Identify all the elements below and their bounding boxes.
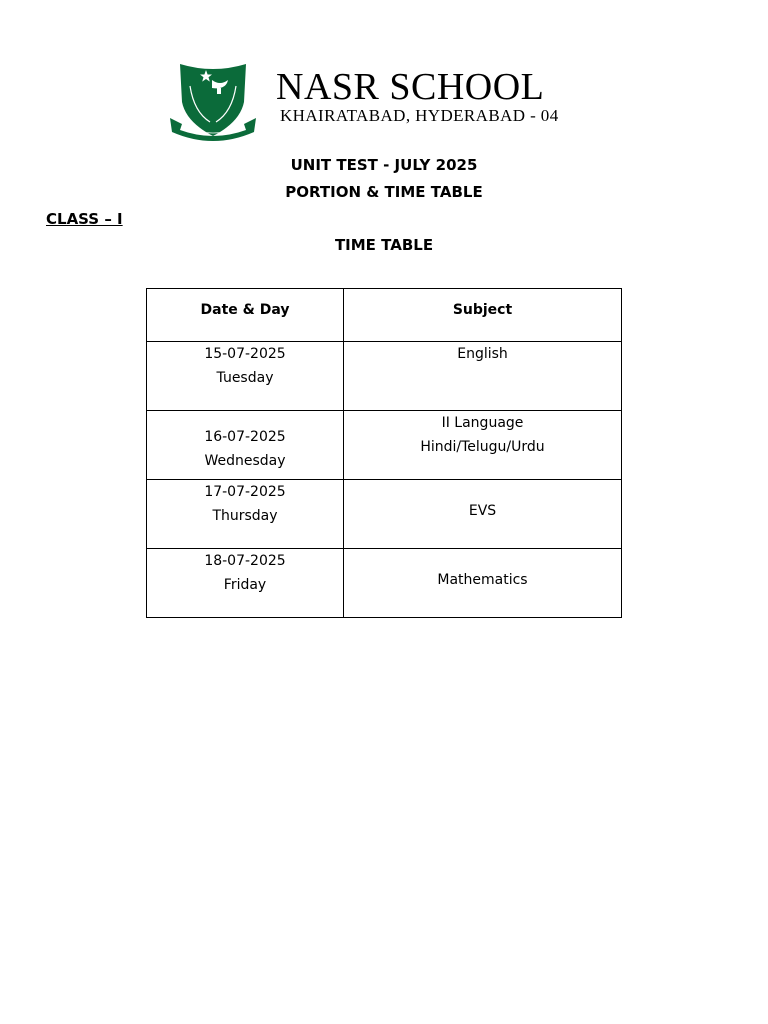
subject-text: Hindi/Telugu/Urdu bbox=[420, 439, 545, 455]
subject-cell bbox=[344, 549, 622, 618]
date-text: 17-07-2025 bbox=[204, 484, 286, 500]
subject-cell bbox=[344, 480, 622, 549]
table-row bbox=[147, 549, 622, 618]
day-text: Tuesday bbox=[216, 370, 274, 386]
table-header-row bbox=[147, 289, 622, 342]
school-crest-logo bbox=[168, 60, 258, 144]
subject-text: II Language bbox=[441, 415, 524, 431]
header-date-day: Date & Day bbox=[147, 289, 344, 342]
date-text: 15-07-2025 bbox=[204, 346, 286, 362]
subject-cell bbox=[344, 411, 622, 480]
portion-title: PORTION & TIME TABLE bbox=[285, 183, 483, 201]
date-day-cell bbox=[147, 411, 344, 480]
table-row bbox=[147, 480, 622, 549]
school-header bbox=[168, 60, 558, 144]
subject-text: Mathematics bbox=[437, 572, 528, 588]
section-title: TIME TABLE bbox=[334, 236, 434, 254]
date-text: 16-07-2025 bbox=[204, 429, 286, 445]
day-text: Thursday bbox=[212, 508, 278, 524]
date-day-cell bbox=[147, 480, 344, 549]
class-label: CLASS – I bbox=[46, 210, 123, 228]
subject-text: EVS bbox=[468, 503, 497, 519]
table-row bbox=[147, 342, 622, 411]
exam-title: UNIT TEST - JULY 2025 bbox=[290, 156, 478, 174]
date-text: 18-07-2025 bbox=[204, 553, 286, 569]
day-text: Wednesday bbox=[204, 453, 286, 469]
subject-cell bbox=[344, 342, 622, 411]
school-name: NASR SCHOOL bbox=[276, 66, 545, 108]
date-day-cell bbox=[147, 549, 344, 618]
table-row bbox=[147, 411, 622, 480]
subject-text: English bbox=[457, 346, 508, 362]
header-subject: Subject bbox=[344, 289, 622, 342]
school-address: KHAIRATABAD, HYDERABAD - 04 bbox=[280, 106, 559, 125]
date-day-cell bbox=[147, 342, 344, 411]
time-table bbox=[146, 288, 622, 618]
day-text: Friday bbox=[223, 577, 267, 593]
